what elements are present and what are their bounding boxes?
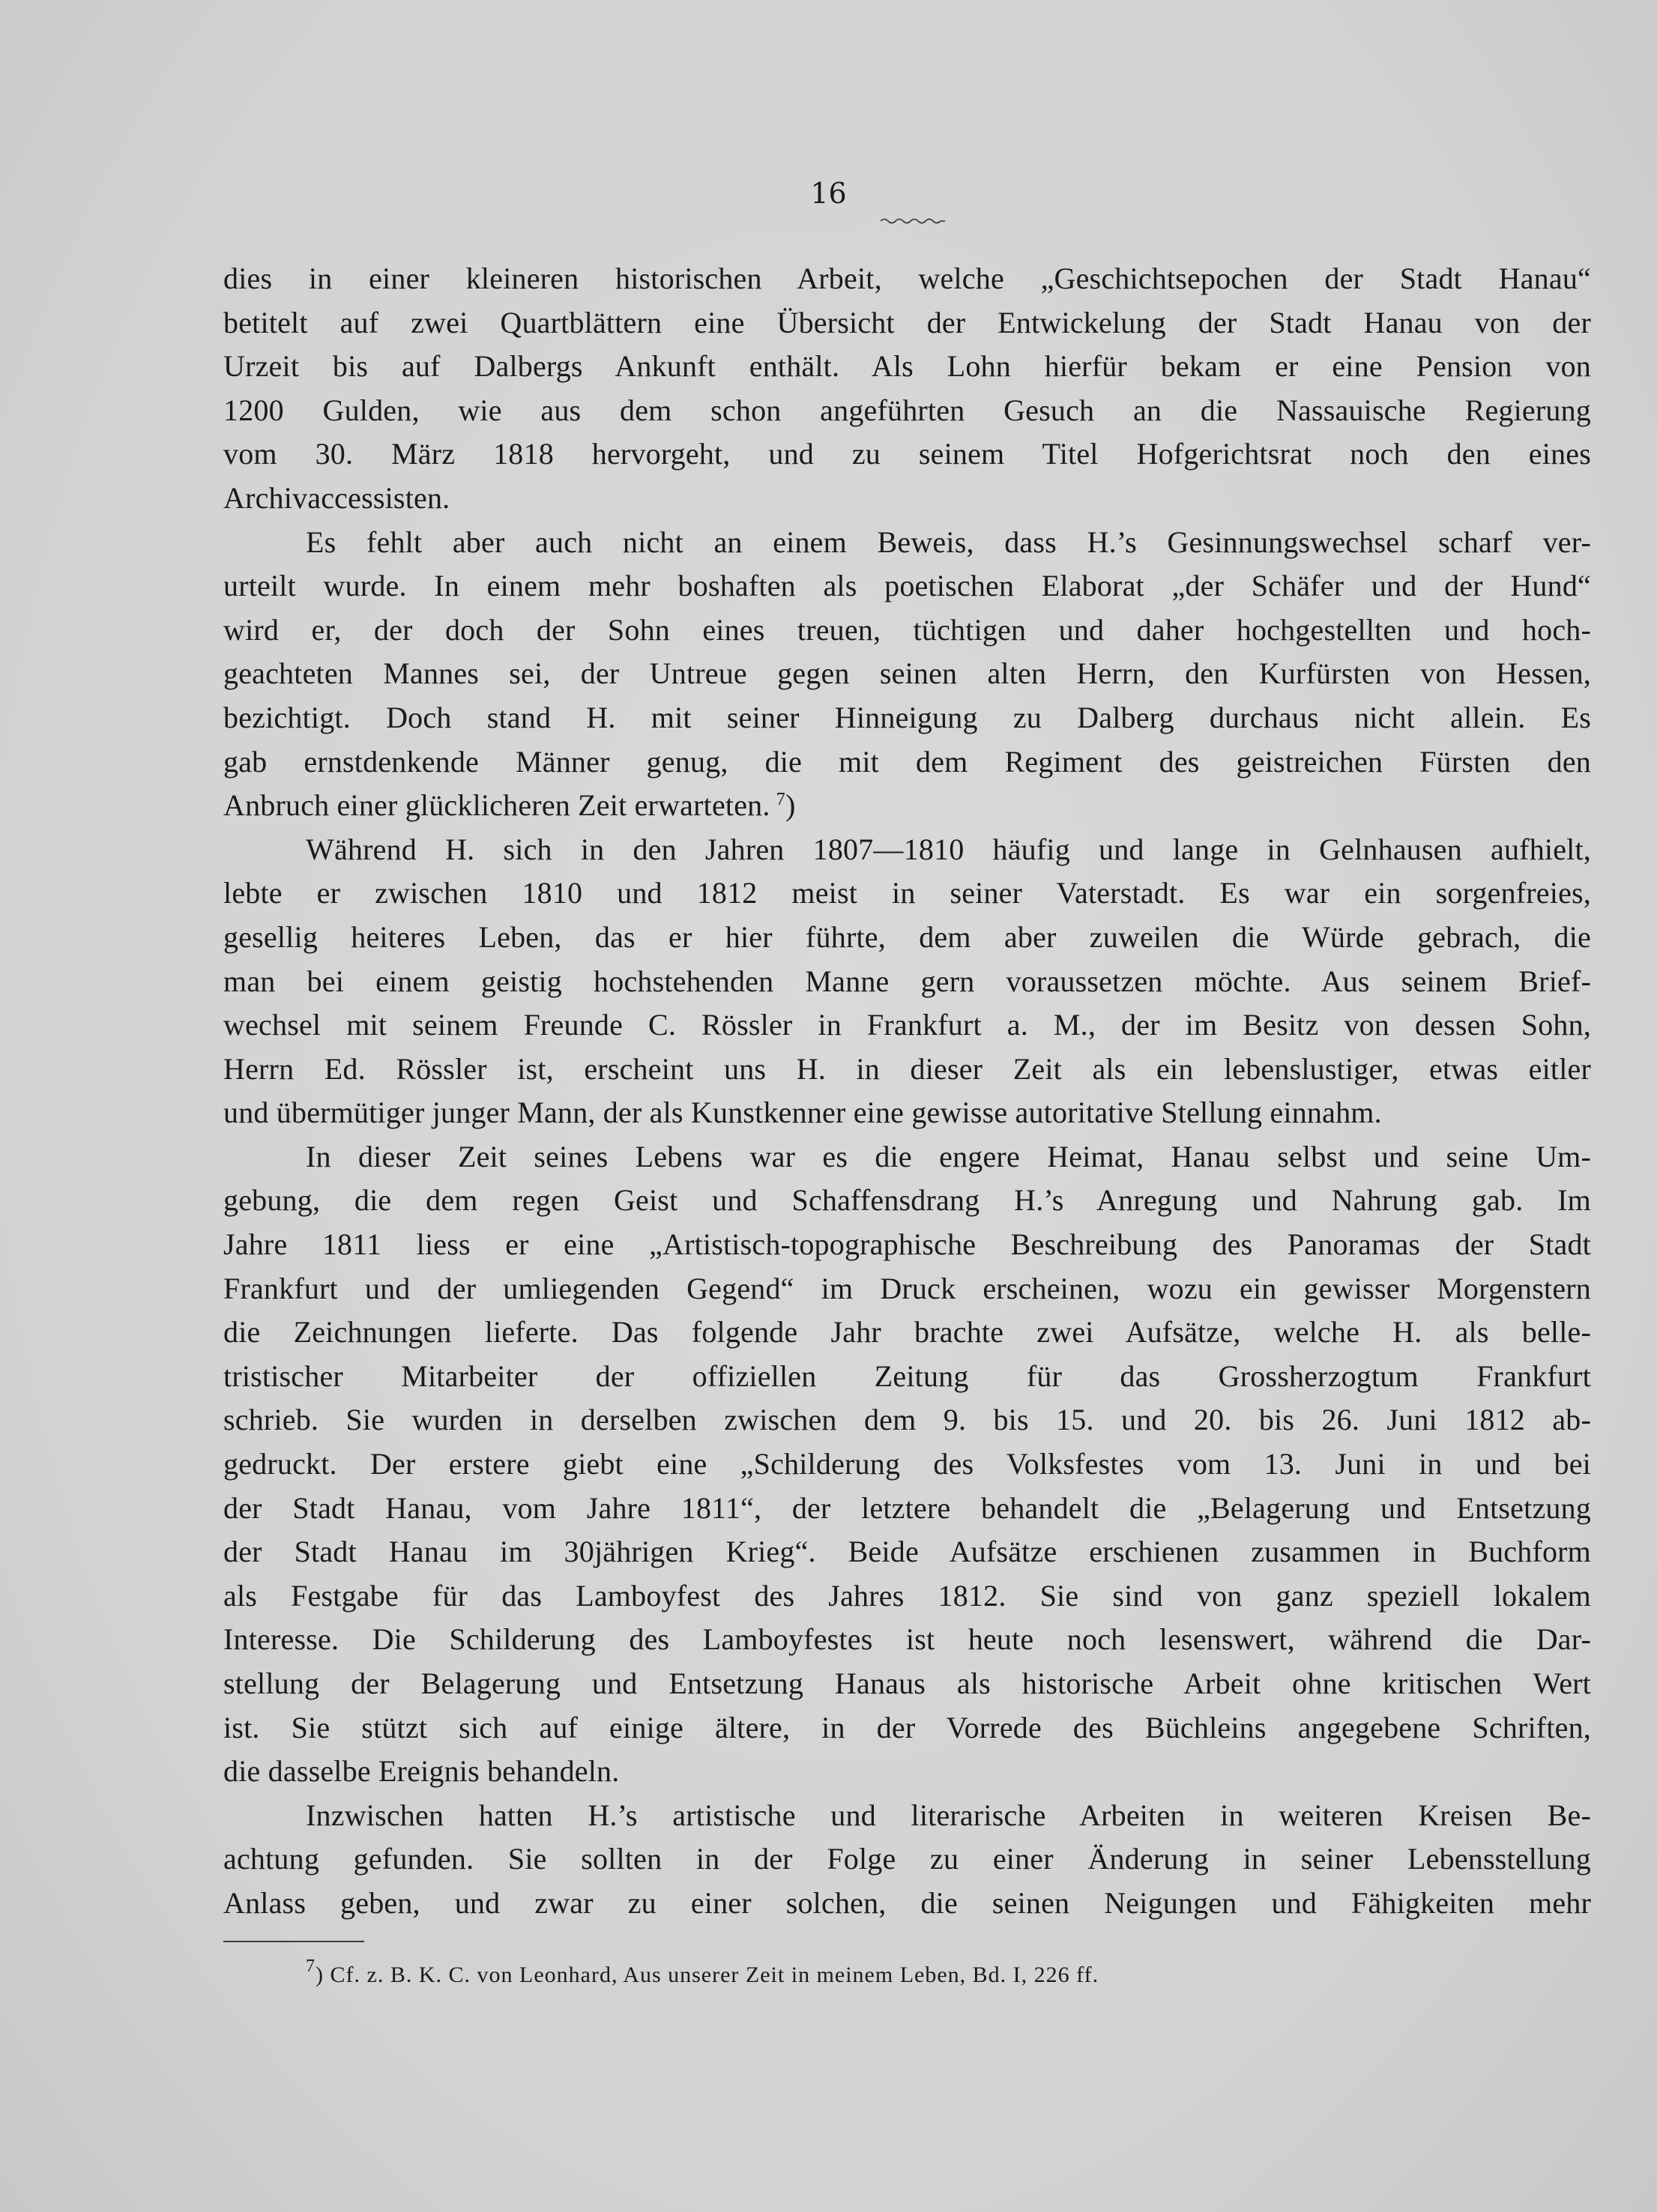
text-line-content: Es fehlt aber auch nicht an einem Beweis, dass H.’s Gesinnungswechsel scharf ver- (306, 525, 1591, 559)
text-line-content: Archivaccessisten. (223, 480, 450, 515)
text-line-content: Anbruch einer glücklicheren Zeit erwarteten. (223, 788, 770, 823)
text-line-content: Jahre 1811 liess er eine „Artistisch-topographische Beschreibung des Panoramas der Stadt (223, 1227, 1591, 1262)
text-line (223, 345, 1591, 389)
text-line (223, 960, 1591, 1004)
text-line (223, 828, 1591, 872)
text-line-content: als Festgabe für das Lamboyfest des Jahres 1812. Sie sind von ganz speziell lokalem (223, 1578, 1591, 1613)
text-line (223, 652, 1591, 696)
text-line (223, 1618, 1591, 1662)
text-line (223, 916, 1591, 960)
text-line-content: der Stadt Hanau im 30jährigen Krieg“. Beide Aufsätze erschienen zusammen in Buchform (223, 1535, 1591, 1569)
text-line (223, 389, 1591, 433)
paragraph (223, 257, 1591, 521)
text-line-content: In dieser Zeit seines Lebens war es die engere Heimat, Hanau selbst und seine Um- (306, 1139, 1591, 1173)
footnote-separator (223, 1941, 364, 1942)
text-line-content: urteilt wurde. In einem mehr boshaften als poetischen Elaborat „der Schäfer und der Hund“ (223, 569, 1591, 603)
text-line-content: 1200 Gulden, wie aus dem schon angeführten Gesuch an die Nassauische Regierung (223, 393, 1591, 427)
text-line (223, 1837, 1591, 1882)
text-line-content: Frankfurt und der umliegenden Gegend“ im Druck erscheinen, wozu ein gewisser Morgenstern (223, 1271, 1591, 1305)
text-line-content: Anlass geben, und zwar zu einer solchen, die seinen Neigungen und Fähigkeiten mehr (223, 1885, 1591, 1920)
text-line-content: schrieb. Sie wurden in derselben zwischen dem 9. bis 15. und 20. bis 26. Juni 1812 ab- (223, 1403, 1591, 1437)
text-line (223, 432, 1591, 477)
footnote (306, 1956, 1099, 1990)
text-line (223, 740, 1591, 785)
text-line (223, 1355, 1591, 1399)
text-line (223, 1750, 1591, 1794)
text-line-content: Inzwischen hatten H.’s artistische und literarische Arbeiten in weiteren Kreisen Be- (306, 1798, 1591, 1832)
paragraph (223, 521, 1591, 828)
text-line (223, 1048, 1591, 1092)
page-number-ornament-icon (881, 217, 945, 225)
text-line (223, 608, 1591, 653)
text-line-content: bezichtigt. Doch stand H. mit seiner Hinneigung zu Dalberg durchaus nicht allein. Es (223, 700, 1591, 734)
text-line (223, 1706, 1591, 1750)
text-line-content: ist. Sie stützt sich auf einige ältere, in der Vorrede des Büchleins angegebene Schriften, (223, 1710, 1591, 1744)
text-line (223, 564, 1591, 608)
text-line (223, 1091, 1591, 1135)
footnote-marker-suffix: ) (316, 1962, 324, 1987)
text-line (223, 477, 1591, 521)
text-line (223, 1574, 1591, 1619)
text-line-content: geachteten Mannes sei, der Untreue gegen seinen alten Herrn, den Kurfürsten von Hessen, (223, 656, 1591, 691)
text-line-content: die dasselbe Ereignis behandeln. (223, 1754, 620, 1789)
text-line-content: die Zeichnungen lieferte. Das folgende Jahr brachte zwei Aufsätze, welche H. als belle- (223, 1315, 1591, 1350)
text-line (223, 1267, 1591, 1311)
text-line-content: gedruckt. Der erstere giebt eine „Schilderung des Volksfestes vom 13. Juni in und bei (223, 1447, 1591, 1481)
text-line (223, 1223, 1591, 1267)
text-line (223, 1003, 1591, 1048)
text-line (223, 1135, 1591, 1179)
text-line (223, 1487, 1591, 1531)
text-line-content: dies in einer kleineren historischen Arbeit, welche „Geschichtsepochen der Stadt Hanau“ (223, 262, 1591, 295)
text-line (223, 1882, 1591, 1926)
text-line-content: man bei einem geistig hochstehenden Manne gern voraussetzen möchte. Aus seinem Brief- (223, 964, 1591, 998)
text-line-content: Interesse. Die Schilderung des Lamboyfestes ist heute noch lesenswert, während die Dar- (223, 1622, 1591, 1657)
text-line-content: Herrn Ed. Rössler ist, erscheint uns H. in dieser Zeit als ein lebenslustiger, etwas eitler (223, 1051, 1591, 1086)
text-line (223, 696, 1591, 740)
text-line-content: tristischer Mitarbeiter der offiziellen Zeitung für das Grossherzogtum Frankfurt (223, 1359, 1591, 1393)
text-line (223, 257, 1591, 301)
text-line-content: lebte er zwischen 1810 und 1812 meist in seiner Vaterstadt. Es war ein sorgenfreies, (223, 876, 1591, 910)
text-line-content: gebung, die dem regen Geist und Schaffensdrang H.’s Anregung und Nahrung gab. Im (223, 1183, 1591, 1218)
paragraph (223, 828, 1591, 1135)
page-number: 16 (810, 177, 847, 210)
text-line (223, 301, 1591, 345)
footnote-reference[interactable]: 7 (776, 790, 785, 810)
body-text (223, 257, 1591, 1926)
text-line-content: Urzeit bis auf Dalbergs Ankunft enthält. Als Lohn hierfür bekam er eine Pension von (223, 349, 1591, 384)
text-line-content: gab ernstdenkende Männer genug, die mit dem Regiment des geistreichen Fürsten den (223, 744, 1591, 779)
text-line (223, 1179, 1591, 1223)
paragraph (223, 1135, 1591, 1794)
text-line (223, 1530, 1591, 1574)
footnote-marker: 7 (306, 1956, 316, 1976)
text-line (223, 784, 1591, 828)
footnote-reference-suffix: ) (785, 788, 796, 823)
text-line (223, 1794, 1591, 1838)
text-line (223, 1311, 1591, 1355)
text-line-content: und übermütiger junger Mann, der als Kunstkenner eine gewisse autoritative Stellung einnahm. (223, 1096, 1382, 1130)
text-line-content: der Stadt Hanau, vom Jahre 1811“, der letztere behandelt die „Belagerung und Entsetzung (223, 1490, 1591, 1525)
text-line (223, 521, 1591, 565)
footnote-text: Cf. z. B. K. C. von Leonhard, Aus unserer Zeit in meinem Leben, Bd. I, 226 ff. (330, 1962, 1099, 1987)
text-line (223, 1398, 1591, 1442)
text-line-content: betitelt auf zwei Quartblättern eine Übersicht der Entwickelung der Stadt Hanau von der (223, 305, 1591, 339)
text-line (223, 1442, 1591, 1487)
text-line-content: gesellig heiteres Leben, das er hier führte, dem aber zuweilen die Würde gebrach, die (223, 919, 1591, 954)
text-line-content: stellung der Belagerung und Entsetzung Hanaus als historische Arbeit ohne kritischen Wert (223, 1666, 1591, 1700)
text-line-content: achtung gefunden. Sie sollten in der Folge zu einer Änderung in seiner Lebensstellung (223, 1842, 1591, 1876)
text-line (223, 1662, 1591, 1706)
text-line (223, 871, 1591, 916)
text-line-content: vom 30. März 1818 hervorgeht, und zu seinem Titel Hofgerichtsrat noch den eines (223, 437, 1591, 471)
text-line-content: wechsel mit seinem Freunde C. Rössler in Frankfurt a. M., der im Besitz von dessen Sohn, (223, 1008, 1591, 1042)
text-line-content: wird er, der doch der Sohn eines treuen, tüchtigen und daher hochgestellten und hoch- (223, 612, 1591, 647)
paragraph (223, 1794, 1591, 1926)
text-line-content: Während H. sich in den Jahren 1807—1810 häufig und lange in Gelnhausen aufhielt, (306, 832, 1591, 866)
